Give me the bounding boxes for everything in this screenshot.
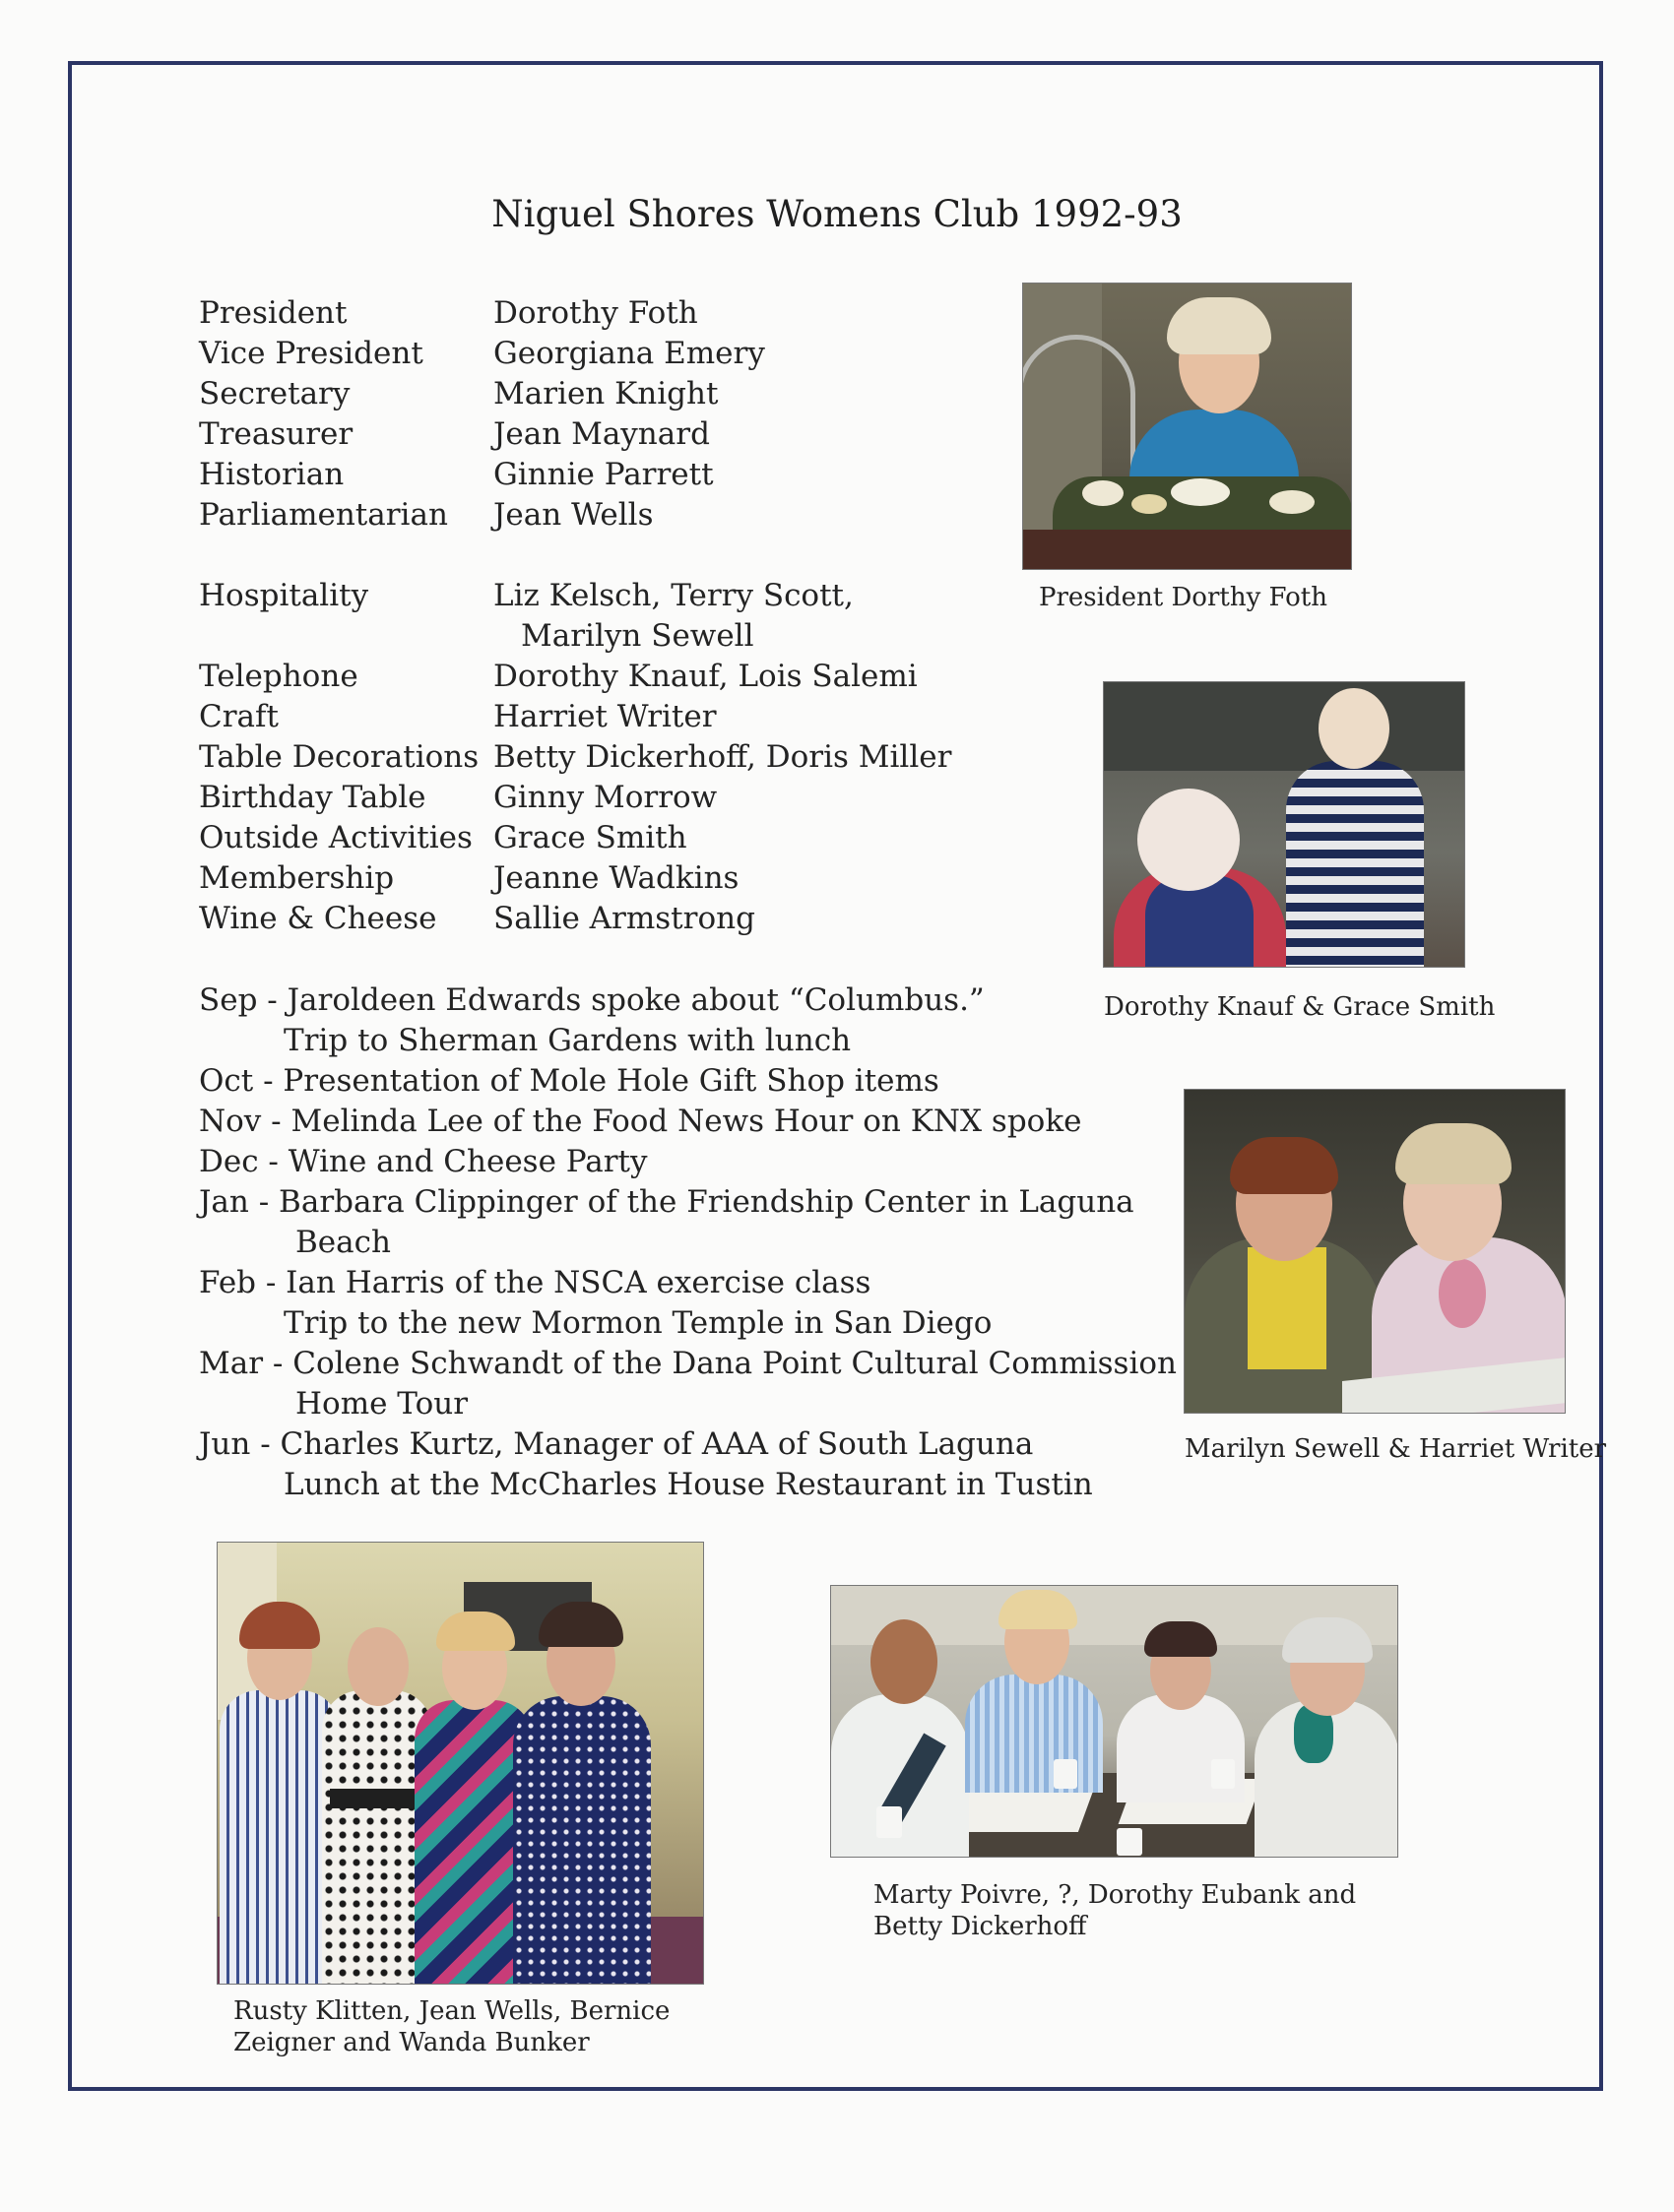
event-list <box>199 980 1177 1505</box>
committee-names: Harriet Writer <box>493 699 717 734</box>
event-line-continued: Trip to the new Mormon Temple in San Diego <box>284 1305 993 1341</box>
event-line: Dec - Wine and Cheese Party <box>199 1144 648 1179</box>
event-line-continued: Trip to Sherman Gardens with lunch <box>284 1023 852 1058</box>
person-figure <box>965 1675 1103 1793</box>
page-title: Niguel Shores Womens Club 1992-93 <box>491 193 1183 235</box>
officer-row <box>199 495 951 536</box>
photo-knauf-smith <box>1103 681 1465 968</box>
committee-role: Table Decorations <box>199 739 480 775</box>
committee-role: Membership <box>199 860 395 896</box>
officer-role: Vice President <box>199 336 423 371</box>
committee-names-continued: Marilyn Sewell <box>521 618 754 654</box>
photo-president <box>1022 283 1352 570</box>
committee-row <box>199 737 951 778</box>
committee-row <box>199 657 951 697</box>
person-figure <box>348 1627 409 1706</box>
committee-row <box>199 576 951 616</box>
committee-names: Ginny Morrow <box>493 780 718 815</box>
photo-caption-line: Betty Dickerhoff <box>873 1912 1087 1941</box>
officer-role: Historian <box>199 457 345 492</box>
photo-sewell-writer <box>1184 1089 1566 1414</box>
committee-role: Craft <box>199 699 279 734</box>
committee-role: Hospitality <box>199 578 369 613</box>
committee-names: Liz Kelsch, Terry Scott, <box>493 578 854 613</box>
event-line: Mar - Colene Schwandt of the Dana Point Cultural Commission <box>199 1346 1177 1381</box>
event-line: Jan - Barbara Clippinger of the Friendship Center in Laguna <box>199 1184 1134 1220</box>
event-line: Sep - Jaroldeen Edwards spoke about “Columbus.” <box>199 982 985 1018</box>
committee-row <box>199 858 951 899</box>
person-figure <box>1286 761 1424 968</box>
event-line: Nov - Melinda Lee of the Food News Hour on KNX spoke <box>199 1104 1082 1139</box>
committee-names: Grace Smith <box>493 820 687 855</box>
event-line-continued: Home Tour <box>295 1386 469 1422</box>
person-figure <box>870 1619 937 1704</box>
officer-row <box>199 455 951 495</box>
photo-caption-line: Rusty Klitten, Jean Wells, Bernice <box>233 1996 671 2026</box>
photo-caption: Marilyn Sewell & Harriet Writer <box>1185 1434 1607 1464</box>
officer-role: Secretary <box>199 376 351 411</box>
event-line-continued: Lunch at the McCharles House Restaurant in Tustin <box>284 1467 1093 1502</box>
person-figure <box>1137 789 1240 891</box>
committee-names: Betty Dickerhoff, Doris Miller <box>493 739 952 775</box>
officer-role: Parliamentarian <box>199 497 448 533</box>
committee-row <box>199 697 951 737</box>
person-figure <box>513 1696 651 1985</box>
officer-role: President <box>199 295 348 331</box>
person-figure <box>1319 688 1389 769</box>
committee-role: Wine & Cheese <box>199 901 437 936</box>
officer-row <box>199 334 951 374</box>
committee-row <box>199 899 951 939</box>
committee-row <box>199 818 951 858</box>
officer-name: Georgiana Emery <box>493 336 765 371</box>
officer-name: Dorothy Foth <box>493 295 698 331</box>
event-line: Jun - Charles Kurtz, Manager of AAA of South Laguna <box>199 1426 1034 1462</box>
committee-row-continued <box>199 616 951 657</box>
photo-caption: Dorothy Knauf & Grace Smith <box>1104 992 1496 1022</box>
photo-caption-line: Zeigner and Wanda Bunker <box>233 2028 590 2057</box>
officer-row <box>199 374 951 414</box>
officer-name: Marien Knight <box>493 376 719 411</box>
officer-row <box>199 414 951 455</box>
event-line: Feb - Ian Harris of the NSCA exercise class <box>199 1265 871 1300</box>
officer-name: Jean Maynard <box>493 416 710 452</box>
committee-names: Dorothy Knauf, Lois Salemi <box>493 659 918 694</box>
officer-name: Ginnie Parrett <box>493 457 714 492</box>
photo-table-group <box>830 1585 1398 1858</box>
officer-name: Jean Wells <box>493 497 654 533</box>
officer-role: Treasurer <box>199 416 354 452</box>
committee-role: Telephone <box>199 659 358 694</box>
committee-names: Jeanne Wadkins <box>493 860 740 896</box>
photo-four-women <box>217 1542 704 1985</box>
photo-caption-line: Marty Poivre, ?, Dorothy Eubank and <box>873 1880 1357 1910</box>
committee-role: Outside Activities <box>199 820 473 855</box>
officer-list <box>199 293 951 939</box>
event-line: Oct - Presentation of Mole Hole Gift Shop items <box>199 1063 939 1099</box>
committee-names: Sallie Armstrong <box>493 901 755 936</box>
photo-caption: President Dorthy Foth <box>1039 583 1327 612</box>
officer-row <box>199 293 951 334</box>
committee-role: Birthday Table <box>199 780 426 815</box>
committee-row <box>199 778 951 818</box>
event-line-continued: Beach <box>295 1225 391 1260</box>
